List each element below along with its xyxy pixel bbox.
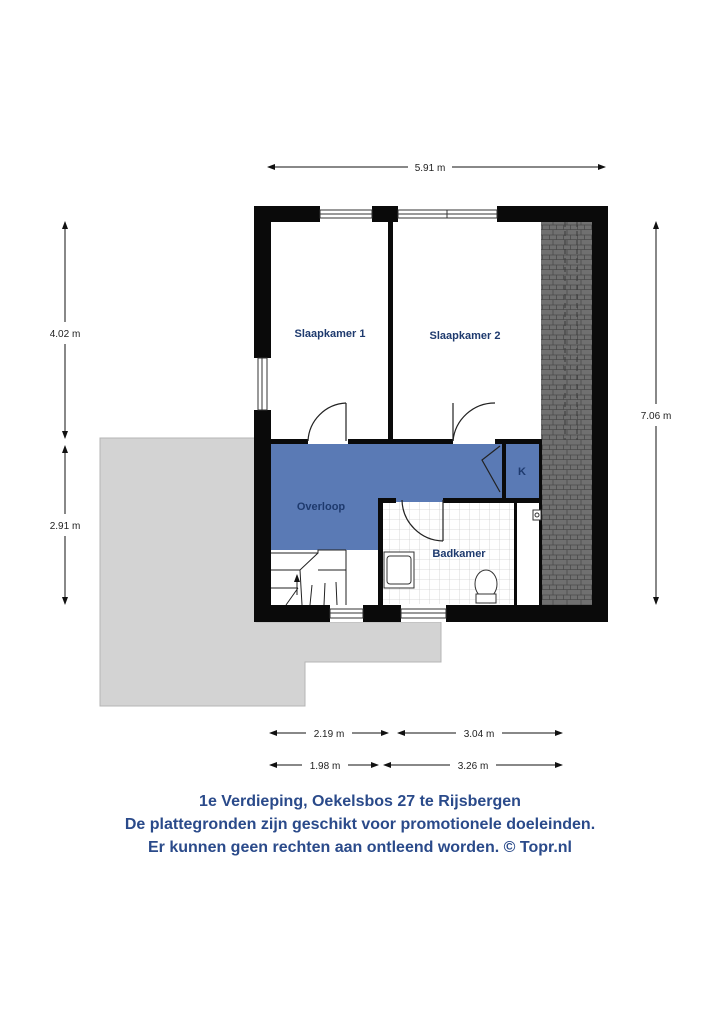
dim-label-left-upper: 4.02 m bbox=[49, 329, 81, 340]
dim-label-right: 7.06 m bbox=[640, 411, 672, 422]
room-label-k: K bbox=[518, 466, 526, 478]
caption-disclaimer-2: Er kunnen geen rechten aan ontleend worden. © Topr.nl bbox=[148, 839, 572, 856]
caption bbox=[0, 790, 720, 859]
room-label-badkamer: Badkamer bbox=[432, 548, 486, 560]
roof-tiles bbox=[541, 222, 596, 606]
dim-label-bottom-b2: 3.26 m bbox=[457, 761, 489, 772]
dim-label-bottom-a2: 3.04 m bbox=[463, 729, 495, 740]
caption-disclaimer-1: De plattegronden zijn geschikt voor promotionele doeleinden. bbox=[124, 816, 596, 833]
dim-label-top: 5.91 m bbox=[414, 163, 446, 174]
staircase bbox=[271, 550, 379, 605]
room-label-overloop: Overloop bbox=[296, 501, 346, 513]
caption-title: 1e Verdieping, Oekelsbos 27 te Rijsbergen bbox=[199, 793, 521, 810]
room-label-slaapkamer-1: Slaapkamer 1 bbox=[294, 328, 366, 340]
room-label-slaapkamer-2: Slaapkamer 2 bbox=[429, 330, 501, 342]
dim-label-bottom-a1: 2.19 m bbox=[313, 729, 345, 740]
dim-label-bottom-b1: 1.98 m bbox=[309, 761, 341, 772]
dim-label-left-lower: 2.91 m bbox=[49, 521, 81, 532]
